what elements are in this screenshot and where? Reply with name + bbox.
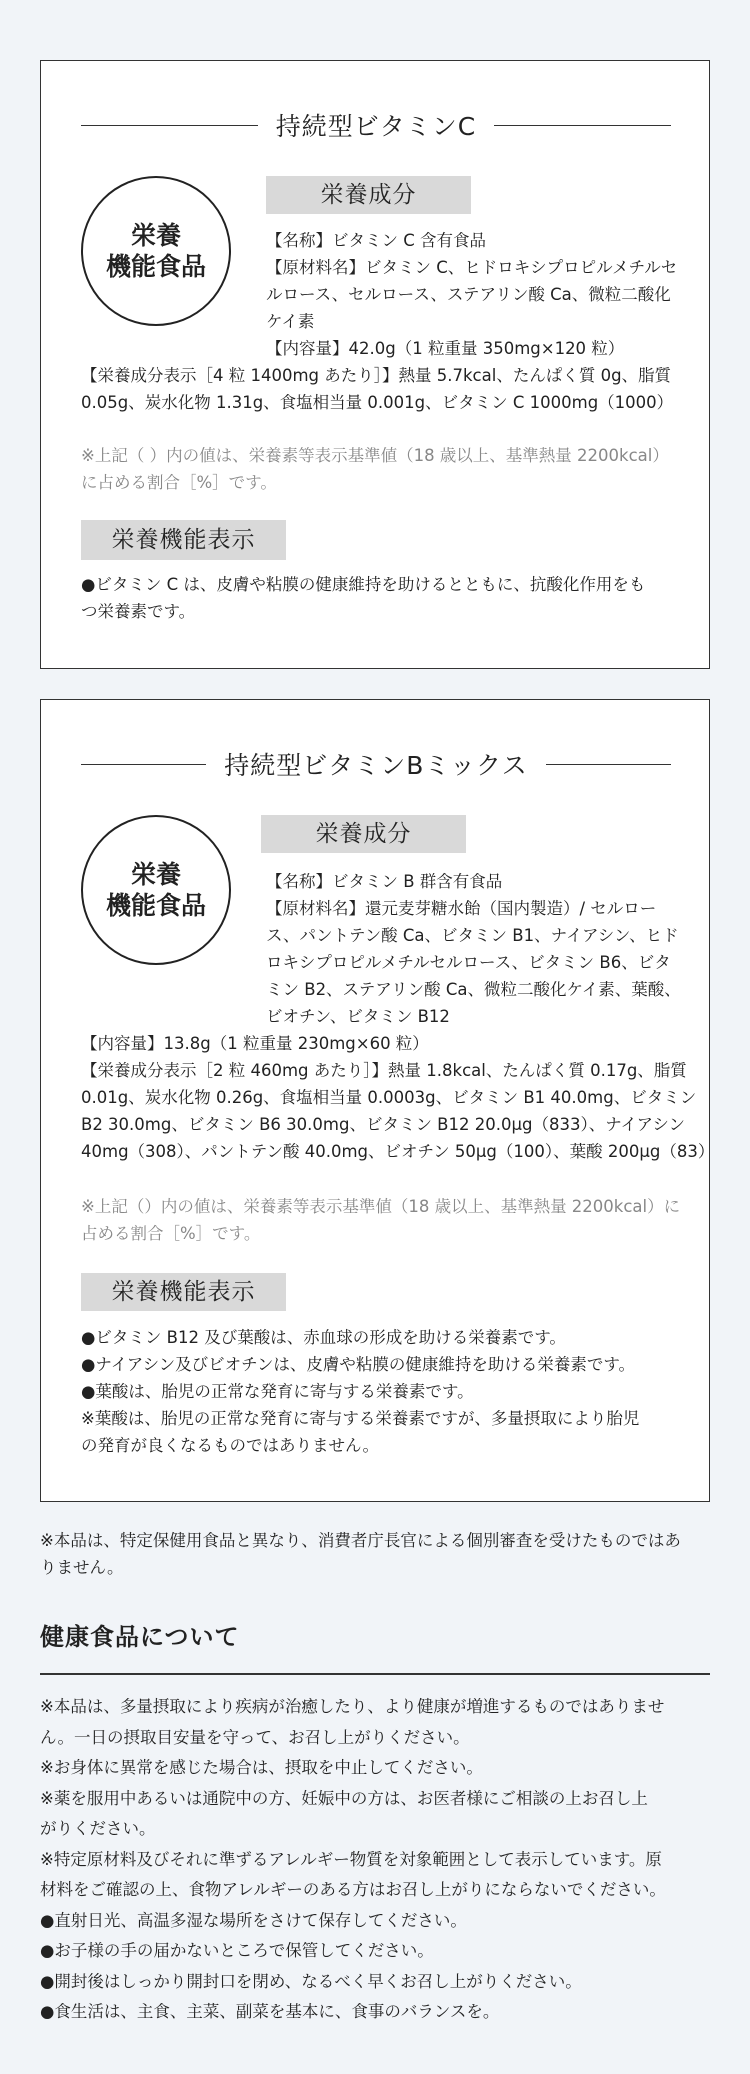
badge-line: 栄養 — [130, 221, 181, 250]
badge-line: 機能食品 — [105, 252, 206, 281]
health-note-line: がりください。 — [40, 1819, 156, 1838]
nutrition-function-food-badge — [81, 815, 231, 965]
info-line: 【原材料名】ビタミン C、ヒドロキシプロピルメチルセ — [266, 258, 678, 277]
health-note-line: ※薬を服用中あるいは通院中の方、妊娠中の方は、お医者様にご相談の上お召し上 — [40, 1788, 648, 1808]
vitamin-b-mix-card — [40, 699, 715, 1502]
function-claims-block — [81, 1324, 639, 1459]
nutrition-label: 栄養成分 — [261, 815, 466, 853]
function-claims-block — [81, 571, 645, 625]
reference-note — [81, 442, 669, 496]
health-note-line: ん。一日の摂取目安量を守って、お召し上がりください。 — [40, 1727, 470, 1747]
health-note-line: ●開封後はしっかり開封口を閉め、なるべく早くお召し上がりください。 — [40, 1971, 582, 1991]
info-line: 【名称】ビタミン C 含有食品 — [266, 231, 487, 250]
health-note-line: ※本品は、多量摂取により疾病が治癒したり、より健康が増進するものではありませ — [40, 1697, 665, 1716]
info-line: ロキシプロピルメチルセルロース、ビタミン B6、ビタ — [266, 953, 671, 972]
health-note-line: ●お子様の手の届かないところで保管してください。 — [40, 1941, 434, 1960]
info-line: 【名称】ビタミン B 群含有食品 — [266, 872, 503, 891]
card-title-row — [81, 746, 671, 782]
title-rule-left — [81, 125, 258, 126]
product-info-block — [266, 227, 677, 362]
vitamin-c-card — [40, 60, 710, 669]
claim-line: ●ナイアシン及びビオチンは、皮膚や粘膜の健康維持を助ける栄養素です。 — [81, 1355, 636, 1374]
claim-line: ●ビタミン B12 及び葉酸は、赤血球の形成を助ける栄養素です。 — [81, 1328, 566, 1347]
heading-rule — [40, 1673, 710, 1675]
disclaimer-line: りません。 — [40, 1558, 124, 1577]
health-note-line: ●食生活は、主食、主菜、副菜を基本に、食事のバランスを。 — [40, 2002, 500, 2021]
title-rule-right — [546, 764, 671, 765]
claim-line: の発育が良くなるものではありません。 — [81, 1436, 379, 1455]
health-foods-notes — [40, 1692, 666, 2028]
note-line: に占める割合［%］です。 — [81, 473, 277, 492]
claim-line: つ栄養素です。 — [81, 602, 196, 621]
title-rule-left — [81, 764, 206, 765]
note-line: 占める割合［%］です。 — [81, 1224, 261, 1243]
card-title: 持続型ビタミンC — [275, 112, 477, 141]
card-title: 持続型ビタミンBミックス — [224, 751, 528, 780]
badge-line: 栄養 — [130, 860, 181, 889]
nutrition-line: 【栄養成分表示［4 粒 1400mg あたり］】熱量 5.7kcal、たんぱく質 0g、脂質 — [81, 366, 672, 385]
nutrition-function-food-badge — [81, 176, 231, 326]
badge-line: 機能食品 — [105, 891, 206, 920]
nutrition-facts-block — [81, 1030, 714, 1165]
foods-with-function-disclaimer — [40, 1527, 681, 1581]
nutrition-line: 【栄養成分表示［2 粒 460mg あたり］】熱量 1.8kcal、たんぱく質 0.17g、脂質 — [81, 1061, 687, 1080]
function-label: 栄養機能表示 — [81, 520, 286, 560]
info-line: 【原材料名】還元麦芽糖水飴（国内製造）/ セルロー — [266, 899, 657, 918]
nutrition-line: B2 30.0mg、ビタミン B6 30.0mg、ビタミン B12 20.0μg（833）、ナイアシン — [81, 1115, 685, 1134]
health-note-line: 材料をご確認の上、食物アレルギーのある方はお召し上がりにならないでください。 — [40, 1880, 666, 1899]
title-rule-right — [494, 125, 671, 126]
info-line: ビオチン、ビタミン B12 — [266, 1007, 450, 1026]
product-info-block — [266, 868, 681, 1030]
claim-line: ※葉酸は、胎児の正常な発育に寄与する栄養素ですが、多量摂取により胎児 — [81, 1409, 640, 1428]
note-line: ※上記（）内の値は、栄養素等表示基準値（18 歳以上、基準熱量 2200kcal）に — [81, 1197, 681, 1216]
nutrition-line: 【内容量】13.8g（1 粒重量 230mg×60 粒） — [81, 1034, 429, 1053]
info-line: ス、パントテン酸 Ca、ビタミン B1、ナイアシン、ヒド — [266, 926, 679, 945]
info-line: ケイ素 — [266, 312, 315, 331]
reference-note — [81, 1193, 680, 1247]
nutrition-line: 0.01g、炭水化物 0.26g、食塩相当量 0.0003g、ビタミン B1 40.0mg、ビタミン — [81, 1088, 697, 1107]
health-note-line: ※特定原材料及びそれに準ずるアレルギー物質を対象範囲として表示しています。原 — [40, 1849, 662, 1869]
info-line: ルロース、セルロース、ステアリン酸 Ca、微粒二酸化 — [266, 285, 671, 304]
nutrition-line: 40mg（308）、パントテン酸 40.0mg、ビオチン 50μg（100）、葉酸 200μg（83） — [81, 1142, 715, 1161]
function-label: 栄養機能表示 — [81, 1273, 286, 1311]
health-note-line: ※お身体に異常を感じた場合は、摂取を中止してください。 — [40, 1758, 483, 1777]
health-foods-heading: 健康食品について — [40, 1623, 240, 1651]
card-title-row — [81, 107, 671, 143]
nutrition-line: 0.05g、炭水化物 1.31g、食塩相当量 0.001g、ビタミン C 1000mg（1000） — [81, 393, 674, 412]
note-line: ※上記（ ）内の値は、栄養素等表示基準値（18 歳以上、基準熱量 2200kcal） — [81, 446, 669, 465]
claim-line: ●葉酸は、胎児の正常な発育に寄与する栄養素です。 — [81, 1382, 474, 1401]
claim-line: ●ビタミン C は、皮膚や粘膜の健康維持を助けるとともに、抗酸化作用をも — [81, 575, 646, 594]
disclaimer-line: ※本品は、特定保健用食品と異なり、消費者庁長官による個別審査を受けたものではあ — [40, 1531, 681, 1550]
info-line: 【内容量】42.0g（1 粒重量 350mg×120 粒） — [266, 339, 625, 358]
nutrition-label: 栄養成分 — [266, 176, 471, 214]
info-line: ミン B2、ステアリン酸 Ca、微粒二酸化ケイ素、葉酸、 — [266, 980, 681, 999]
nutrition-facts-block — [81, 362, 673, 416]
health-note-line: ●直射日光、高温多湿な場所をさけて保存してください。 — [40, 1910, 467, 1930]
